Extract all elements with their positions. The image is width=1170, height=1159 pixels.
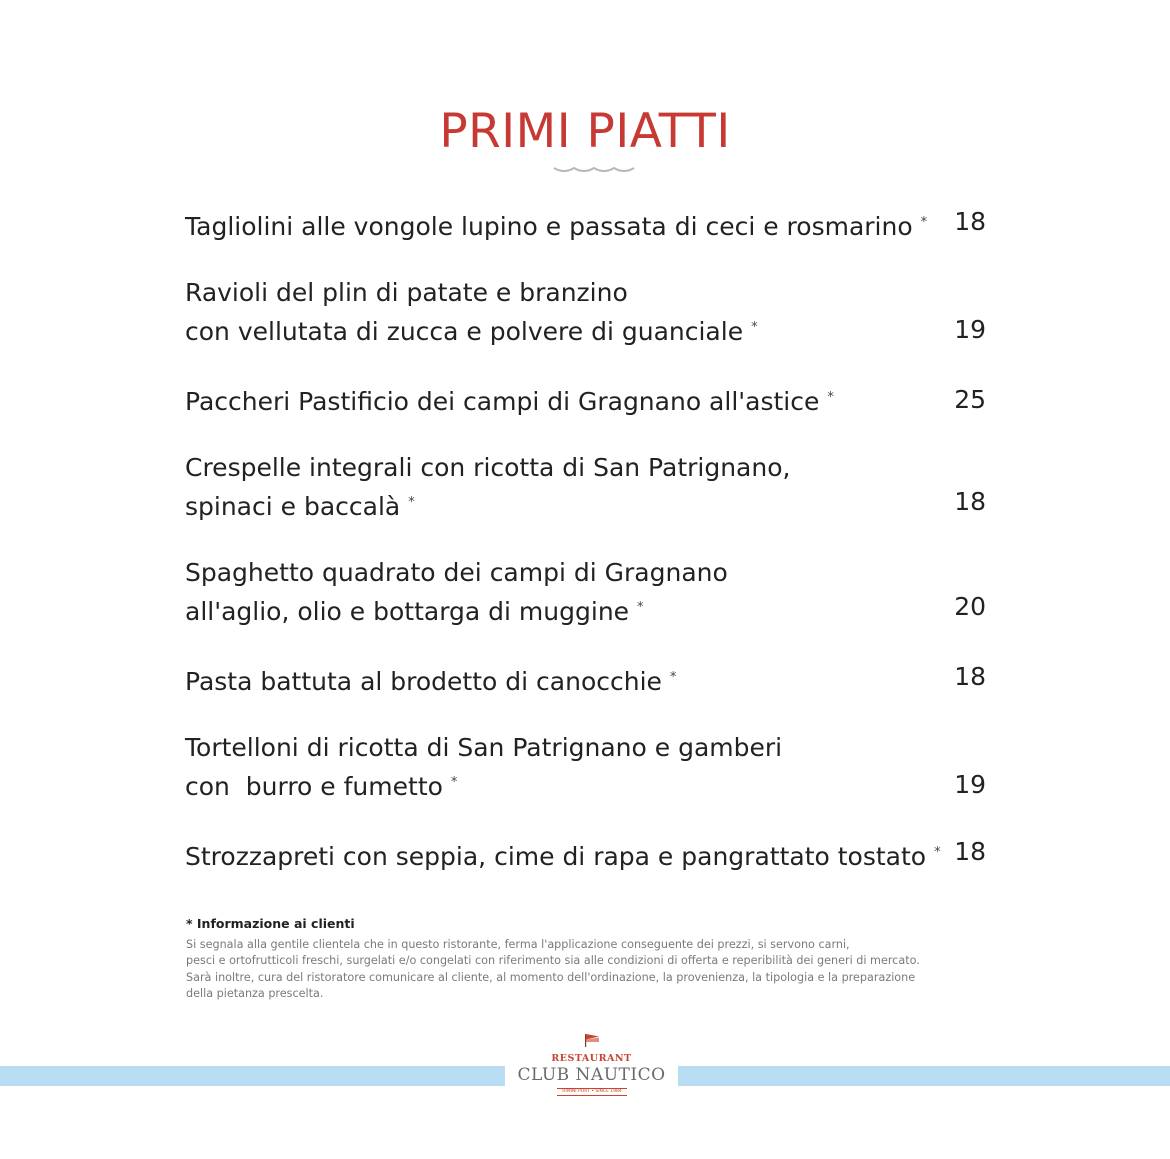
dish-line: all'aglio, olio e bottarga di muggine (185, 597, 630, 626)
dish-price: 19 (954, 315, 986, 344)
asterisk: * (637, 600, 644, 615)
dish-price: 18 (954, 837, 986, 866)
menu-item (185, 450, 990, 524)
dish-line: con vellutata di zucca e polvere di guanciale (185, 317, 744, 346)
dish-name (185, 660, 990, 699)
menu-item (185, 730, 990, 804)
dish-line: Strozzapreti con seppia, cime di rapa e pangrattato tostato (185, 842, 927, 871)
dish-name (185, 835, 990, 874)
dish-name (185, 205, 990, 244)
flag-icon (584, 1033, 600, 1047)
dish-price: 25 (954, 385, 986, 414)
logo-name-text: CLUB NAUTICO (517, 1065, 666, 1085)
wave-divider-icon (552, 164, 636, 174)
dish-line: Ravioli del plin di patate e branzino (185, 278, 628, 307)
dish-line: spinaci e baccalà (185, 492, 401, 521)
menu-item (185, 835, 990, 874)
dish-price: 18 (954, 207, 986, 236)
info-line: della pietanza prescelta. (186, 986, 324, 1000)
page-title: PRIMI PIATTI (439, 104, 731, 159)
dish-line: Paccheri Pastificio dei campi di Gragnano all'astice (185, 387, 820, 416)
dish-line: Tortelloni di ricotta di San Patrignano e gamberi (185, 733, 783, 762)
menu-item (185, 380, 990, 419)
logo-restaurant-text: RESTAURANT (551, 1053, 632, 1064)
dish-name (185, 555, 990, 629)
dish-price: 19 (954, 770, 986, 799)
asterisk: * (450, 775, 458, 790)
menu-item (185, 205, 990, 244)
asterisk: * (669, 670, 677, 685)
dish-line: Spaghetto quadrato dei campi di Gragnano (185, 558, 728, 587)
info-line: pesci e ortofrutticoli freschi, surgelati e/o congelati con riferimento sia alle condizioni di offerta e reperibilità dei generi di mercato. (186, 954, 920, 968)
menu-item (185, 555, 990, 629)
info-line: Si segnala alla gentile clientela che in questo ristorante, ferma l'applicazione conseguente dei prezzi, si servono carni, (186, 938, 850, 951)
asterisk: * (751, 320, 758, 335)
info-text (186, 937, 920, 1002)
footer-band-left (0, 1066, 505, 1086)
dish-name (185, 380, 990, 419)
info-line: Sarà inoltre, cura del ristoratore comunicare al cliente, al momento dell'ordinazione, la provenienza, la tipologia e la preparazione (186, 970, 916, 984)
dish-price: 18 (954, 487, 986, 516)
asterisk: * (408, 495, 415, 510)
asterisk: * (934, 845, 941, 860)
dish-line: Crespelle integrali con ricotta di San Patrignano, (185, 453, 791, 482)
asterisk: * (827, 390, 834, 405)
info-title: * Informazione ai clienti (186, 916, 355, 931)
logo-tagline: RIMINI PORT • SINCE 1984 (557, 1088, 627, 1096)
menu-item (185, 660, 990, 699)
dish-name (185, 730, 990, 804)
asterisk: * (920, 215, 928, 230)
dish-line: Pasta battuta al brodetto di canocchie (185, 667, 662, 696)
footer-band-right (678, 1066, 1170, 1086)
dish-price: 18 (954, 662, 986, 691)
restaurant-logo (505, 1030, 678, 1102)
menu-item (185, 275, 990, 349)
dish-name (185, 275, 990, 349)
dish-price: 20 (954, 592, 986, 621)
dish-name (185, 450, 990, 524)
dish-line: Tagliolini alle vongole lupino e passata di ceci e rosmarino (185, 212, 913, 241)
dish-line: con burro e fumetto (185, 772, 443, 801)
